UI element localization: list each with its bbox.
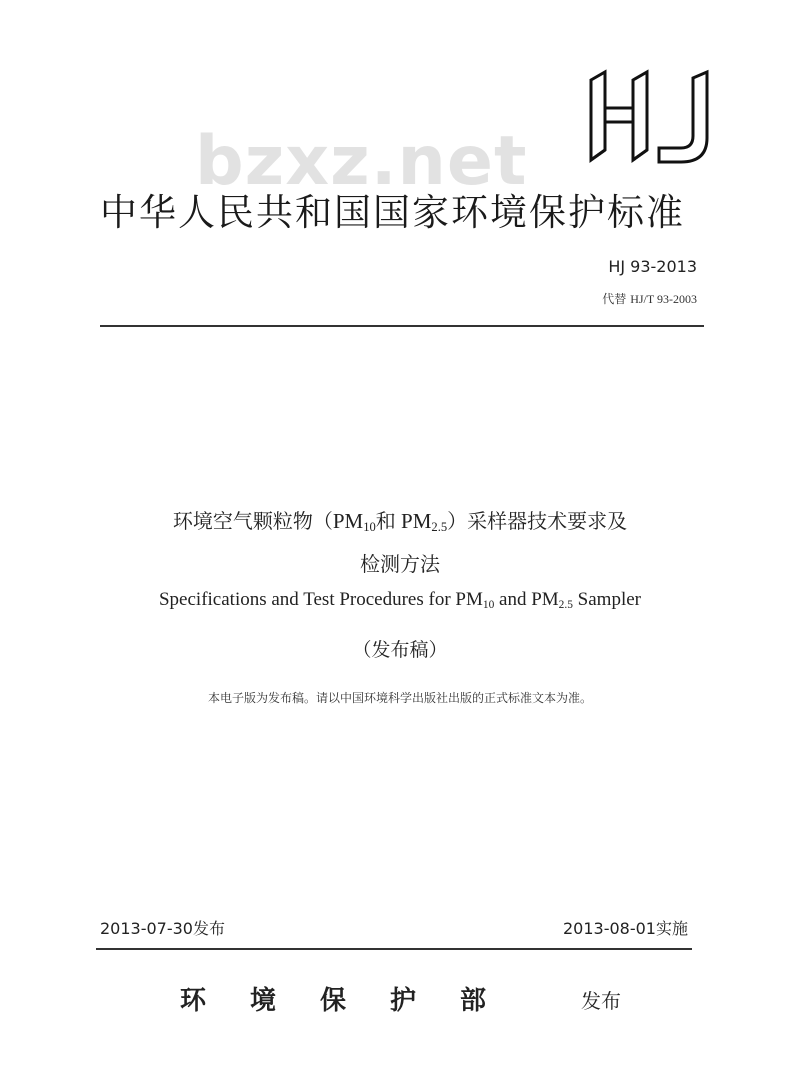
implementation-date: 2013-08-01实施 (563, 919, 688, 938)
en-title-sub-10: 10 (482, 598, 495, 611)
title-pm-b: PM (401, 509, 432, 533)
title-pm-a: PM (332, 509, 364, 533)
replaces-label: 代替 (602, 292, 627, 306)
standard-category-title: 中华人民共和国国家环境保护标准 (100, 191, 685, 234)
document-title-line2: 检测方法 (360, 552, 440, 576)
en-title-suffix: Sampler (572, 589, 641, 610)
title-part2: ）采样器技术要求及 (447, 509, 628, 533)
draft-label: （发布稿） (352, 639, 448, 661)
replaces-line (598, 290, 697, 307)
header-rule (100, 325, 704, 327)
title-sub-10: 10 (363, 520, 376, 535)
title-sub-25: 2.5 (431, 520, 448, 535)
title-pm10 (333, 509, 376, 533)
title-part1: 环境空气颗粒物（ (172, 509, 333, 533)
replaces-code: HJ/T 93-2003 (630, 292, 697, 306)
watermark: bzxz.net (195, 122, 528, 201)
en-title-middle: and PM (494, 589, 559, 610)
standard-code: HJ 93-2013 (608, 257, 697, 276)
electronic-version-notice: 本电子版为发布稿。请以中国环境科学出版社出版的正式标准文本为准。 (207, 691, 592, 705)
english-title (0, 589, 800, 611)
document-title-line1 (0, 505, 800, 534)
issuing-authority: 环境保护部 (180, 986, 531, 1016)
title-pm25 (396, 509, 447, 533)
en-title-sub-25: 2.5 (558, 598, 573, 611)
publish-label: 发布 (581, 989, 621, 1013)
hj-logo (585, 68, 725, 168)
en-title-prefix: Specifications and Test Procedures for PM (158, 589, 483, 610)
issue-date: 2013-07-30发布 (100, 919, 225, 938)
footer-rule (96, 948, 692, 950)
title-and: 和 (375, 509, 396, 533)
